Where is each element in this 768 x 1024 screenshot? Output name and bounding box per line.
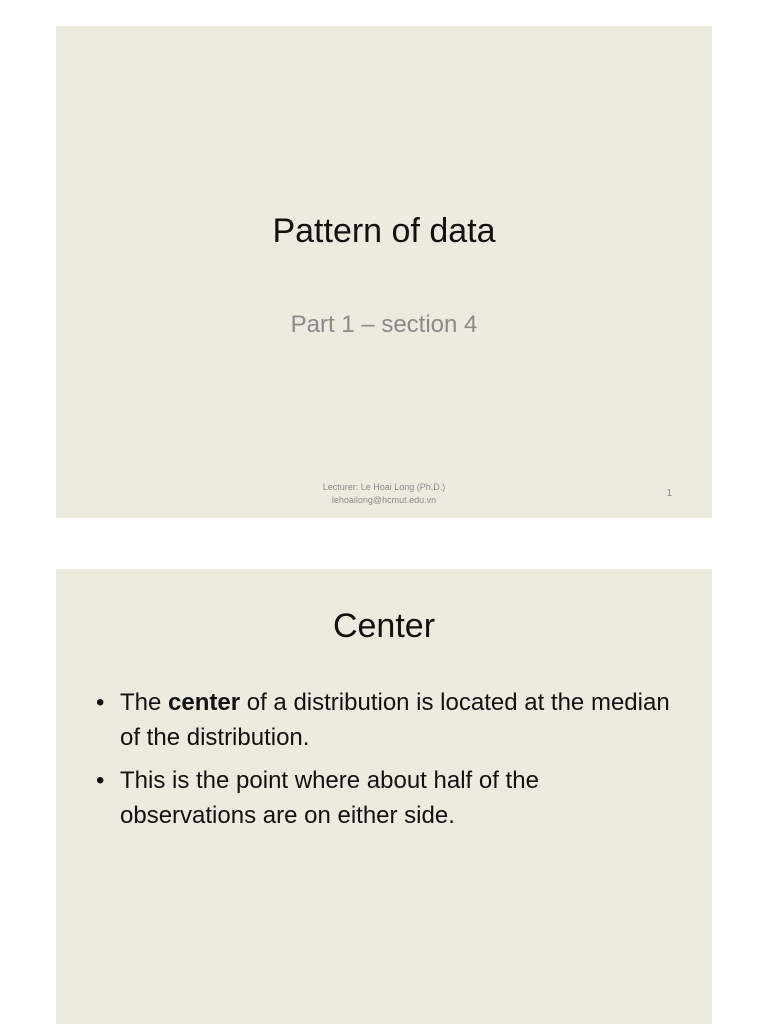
slide-title: Pattern of data [272, 212, 496, 250]
bullet-text-bold: center [168, 689, 241, 716]
bullet-text-post: of a distribution is located at the median of the distribution. [120, 689, 670, 751]
bullet-list [96, 685, 672, 841]
slide-subtitle: Part 1 – section 4 [290, 311, 478, 338]
bullet-icon: • [96, 767, 105, 794]
bullet-icon: • [96, 689, 105, 716]
bullet-item [96, 685, 672, 755]
slide-1 [56, 26, 712, 518]
slide-title: Center [332, 607, 436, 645]
page-number: 1 [666, 488, 672, 499]
bullet-text-pre: The [120, 689, 169, 716]
footer-email: lehoailong@hcmut.edu.vn [331, 495, 437, 505]
bullet-text: This is the point where about half of the observations are on either side. [120, 767, 539, 829]
slide-2 [56, 569, 712, 1024]
bullet-item [96, 763, 672, 833]
footer-lecturer: Lecturer: Le Hoai Long (Ph.D.) [322, 482, 446, 492]
slide-footer [56, 481, 712, 507]
